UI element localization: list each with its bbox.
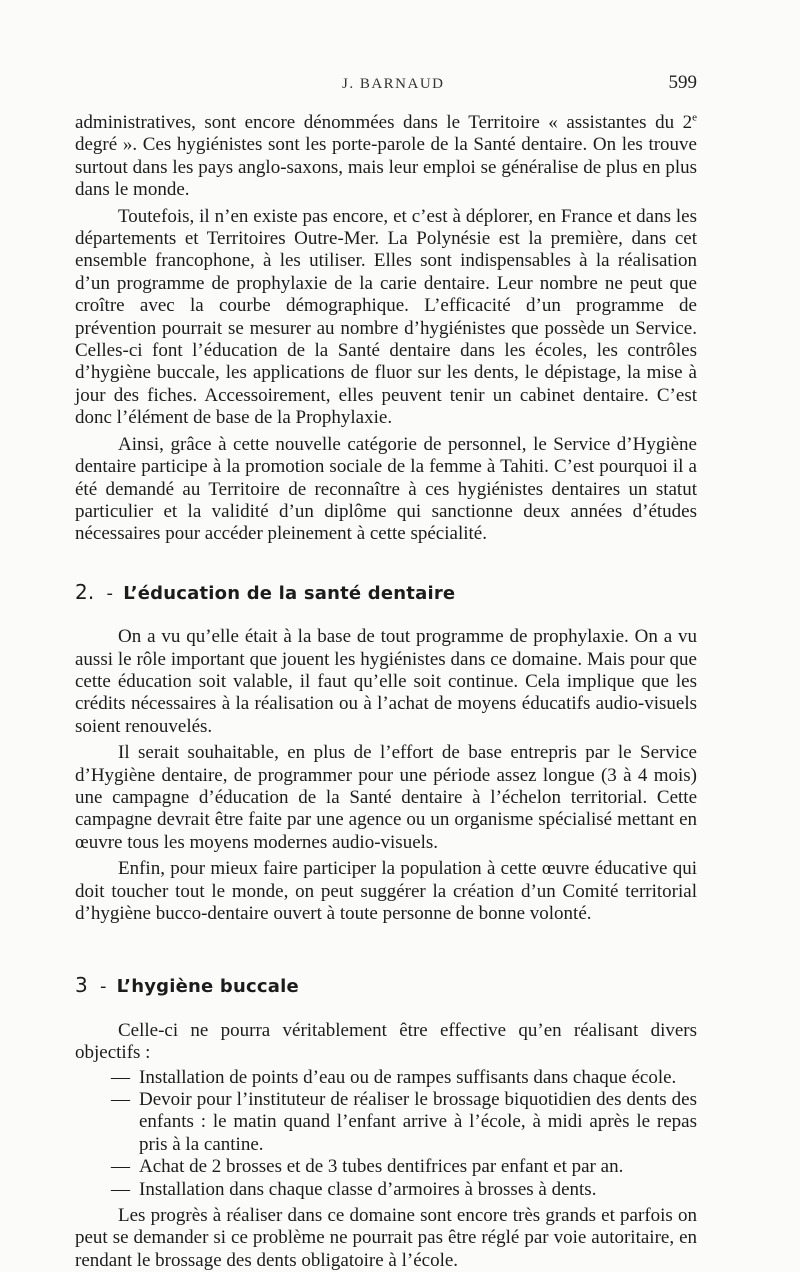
ordinal-superscript: e [692, 111, 698, 124]
paragraph: Les progrès à réaliser dans ce domaine sont encore très grands et parfois on peut se demander si ce problème ne pourrait pas être réglé par voie autoritaire, en rendant le brossage des dents obligatoire à l’école. [75, 1205, 697, 1271]
em-dash-bullet: — [111, 1178, 130, 1200]
paragraph: On a vu qu’elle était à la base de tout programme de prophylaxie. On a vu aussi le rôle important que jouent les hygiénistes dans ce domaine. Mais pour que cette éducation soit valable, il faut qu’elle soit continue. Cela implique que les crédits nécessaires à la réalisation ou à l’achat de moyens éducatifs audio-visuels soient renouvelés. [75, 626, 697, 737]
list-item-text: Achat de 2 brosses et de 3 tubes dentifrices par enfant et par an. [139, 1156, 624, 1178]
paragraph: Celle-ci ne pourra véritablement être effective qu’en réalisant divers objectifs : [75, 1019, 697, 1064]
em-dash-bullet: — [111, 1156, 130, 1178]
paragraph-text: degré ». Ces hygiénistes sont les porte-parole de la Santé dentaire. On les trouve surtout dans les pays anglo-saxons, mais leur emploi se généralise de plus en plus dans le monde. [75, 134, 697, 201]
section-title: L’hygiène buccale [116, 976, 299, 998]
paragraph: Il serait souhaitable, en plus de l’effort de base entrepris par le Service d’Hygiène dentaire, de programmer pour une période assez longue (3 à 4 mois) une campagne d’éducation de la Santé dentaire à l’échelon territorial. Cette campagne devrait être faite par une agence ou un organisme spécialisé mettant en œuvre tous les moyens modernes audio-visuels. [75, 742, 697, 853]
list-item [75, 1179, 697, 1201]
em-dash-bullet: — [111, 1066, 130, 1088]
ordinal-number: 2 [682, 112, 693, 133]
author-name: J. BARNAUD [342, 76, 445, 92]
paragraph: Ainsi, grâce à cette nouvelle catégorie de personnel, le Service d’Hygiène dentaire participe à la promotion sociale de la femme à Tahiti. C’est pourquoi il a été demandé au Territoire de reconnaître à ces hygiénistes dentaires un statut particulier et la validité d’un diplôme qui sanctionne deux années d’études nécessaires pour accéder pleinement à cette spécialité. [75, 433, 697, 545]
running-header [0, 74, 800, 98]
list-item-text: Installation de points d’eau ou de rampes suffisants dans chaque école. [139, 1066, 677, 1088]
em-dash-bullet: — [111, 1089, 130, 1111]
section-dash: - [99, 976, 107, 998]
list-item-text: Devoir pour l’instituteur de réaliser le brossage biquotidien des dents des enfants : le matin quand l’enfant arrive à l’école, à midi après le repas pris à la cantine. [139, 1089, 697, 1155]
list-item-text: Installation dans chaque classe d’armoires à brosses à dents. [139, 1178, 597, 1200]
section-spacer [75, 925, 697, 939]
paragraph: Toutefois, il n’en existe pas encore, et c’est à déplorer, en France et dans les départements et Territoires Outre-Mer. La Polynésie est la première, dans cet ensemble francophone, à les utiliser. Elles sont indispensables à la réalisation d’un programme de prophylaxie de la carie dentaire. Leur nombre ne peut que croître avec la courbe démographique. L’efficacité d’un programme de prévention pourrait se mesurer au nombre d’hygiénistes que possède un Service. Celles-ci font l’éducation de la Santé dentaire dans les écoles, les contrôles d’hygiène buccale, les applications de fluor sur les dents, le dépistage, la mise à jour des fiches. Accessoirement, elles peuvent tenir un cabinet dentaire. C’est donc l’élément de base de la Prophylaxie. [75, 205, 697, 429]
list-item [75, 1067, 697, 1089]
section-heading [75, 974, 697, 998]
list-item [75, 1089, 697, 1156]
section-number: 3 [75, 973, 88, 998]
body-text [75, 112, 697, 1272]
list-item [75, 1156, 697, 1178]
section-title: L’éducation de la santé dentaire [123, 582, 456, 604]
page-number: 599 [668, 72, 697, 93]
section-dash: - [106, 582, 114, 604]
paragraph-text: administratives, sont encore dénommées dans le Territoire « assistantes du [75, 112, 675, 133]
paragraph-continued [75, 112, 697, 202]
section-heading [75, 581, 697, 605]
section-number: 2. [75, 579, 95, 604]
paragraph: Enfin, pour mieux faire participer la population à cette œuvre éducative qui doit toucher tout le monde, on peut suggérer la création d’un Comité territorial d’hygiène bucco-dentaire ouvert à toute personne de bonne volonté. [75, 858, 697, 924]
objectives-list [75, 1067, 697, 1201]
